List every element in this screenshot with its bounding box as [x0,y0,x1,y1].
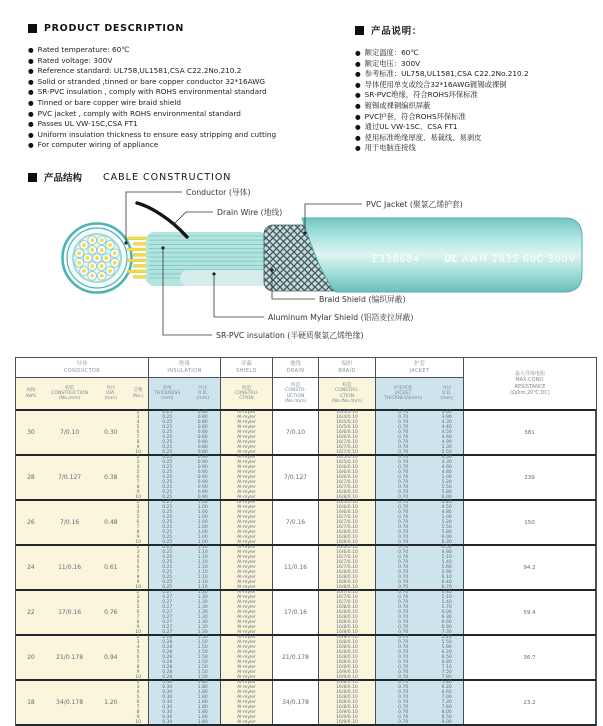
dia-value: 0.61 [104,564,118,571]
drain-value: 34/0.178 [282,699,309,706]
conductor-cell [16,636,149,679]
drain-value: 11/0.16 [283,564,307,571]
cores-stack: 2 3 4 5 6 7 8 9 10 [135,410,141,455]
jacket-cell [376,456,464,499]
bullet-icon: ● [355,101,361,110]
bullet-icon: ● [355,80,361,89]
drain-value: 21/0.178 [282,654,309,661]
jacket-print-text: E338684 [372,254,420,265]
subheader-ins [149,378,221,409]
jacket-thickness-stack: 0.70 0.70 0.70 0.70 0.70 0.70 0.70 0.70 0.70 [398,500,409,545]
construction-value: 7/0.127 [58,474,82,481]
bullet-icon: ● [28,77,34,86]
cable-cross-section [63,224,132,293]
bullet-text: SR-PVC绝缘，符合ROHS环保标准 [364,90,478,100]
product-description-cn-section [355,23,600,154]
bullet-icon: ● [28,46,34,54]
drain-value: 17/0.16 [283,609,307,616]
resistance-cell [464,681,596,724]
insulation-thickness-stack: 0.27 0.27 0.27 0.27 0.27 0.27 0.27 0.27 0.27 [162,590,173,635]
drain-wire-leader-line [175,212,213,223]
jacket-od-stack: 3.60 3.90 4.30 4.40 4.50 4.60 4.90 5.30 5.50 [441,410,452,455]
resistance-cell [464,456,596,499]
insulation-od-stack: 1.10 1.10 1.10 1.10 1.10 1.10 1.10 1.10 1.10 [197,545,208,590]
bullet-text: PVC jacket , comply with ROHS environmental standard [37,108,241,118]
bullet-icon: ● [28,67,34,76]
group-header-cond: 导体 CONDUCTOR [16,358,149,377]
bullet-icon: ● [355,144,361,153]
bullet-item [355,80,600,91]
jacket-cell [376,591,464,634]
spec-row-awg-24 [16,546,596,591]
dia-value: 1.20 [104,699,118,706]
cores-stack: 2 3 4 5 6 7 8 9 10 [135,590,141,635]
bullet-item [355,122,600,133]
spec-row-awg-18 [16,681,596,726]
column-header: 外径 O.D. (mm) [440,385,453,402]
drain-cell [273,501,319,544]
bullet-item [355,59,600,70]
column-header: 构造 CONSTRUCTION (No./mm) [51,385,89,402]
braid-stack: 16/4/0.10 16/4/0.10 16/5/0.10 16/5/0.10 16/6/0.10 16/6/0.10 16/7/0.10 16/7/0.10 16/7/0.10 [336,410,358,455]
construction-title-cn: 产品结构 [44,173,83,184]
bullet-text: 额定温度：60℃ [364,48,419,57]
jacket-cell [376,546,464,589]
awg-value: 24 [27,564,35,571]
sr-pvc-insulation-label: SR-PVC insulation (半硬质聚氯乙烯绝缘) [216,331,364,340]
insulation-thickness-stack: 0.25 0.25 0.25 0.25 0.25 0.25 0.25 0.25 0.25 [162,500,173,545]
resistance-value: 23.2 [523,699,536,706]
braid-shield-label: Braid Shield (编织屏蔽) [319,295,406,304]
product-description-title-text: PRODUCT DESCRIPTION [44,23,185,34]
jacket-od-stack: 4.80 5.10 5.40 5.70 6.00 6.30 6.60 6.90 7.30 [441,590,452,635]
column-header: 规格 AWG [25,388,37,399]
group-header-shield: 屏蔽 SHIELD [221,358,273,377]
awg-value: 18 [27,699,35,706]
bullet-text: 镀锡或裸铜编织屏蔽 [364,100,431,110]
product-description-cn-title-text: 产品说明： [371,26,423,37]
shield-cell [221,501,273,544]
bullet-icon: ● [28,130,34,139]
resistance-cell [464,591,596,634]
construction-value: 21/0.178 [56,654,84,661]
dia-value: 0.48 [104,519,118,526]
bullet-text: SR-PVC insulation , comply with ROHS environmental standard [37,87,267,97]
spec-table [15,357,597,726]
cores-stack: 2 3 4 5 6 7 8 9 10 [135,680,141,725]
braid-stack: 16/8/0.10 16/8/0.10 16/8/0.10 16/8/0.10 16/8/0.10 16/8/0.10 16/9/0.10 16/9/0.10 16/9/0.10 [336,680,358,725]
group-header-braid: 编织 BRAID [319,358,376,377]
jacket-od-stack: 4.50 4.80 5.10 5.40 5.60 5.90 6.10 6.40 6.70 [441,545,452,590]
bullet-item [355,90,600,101]
braid-stack: 16/5/0.10 16/5/0.10 16/6/0.10 16/6/0.10 16/6/0.10 16/7/0.10 16/7/0.10 16/8/0.10 16/8/0.10 [336,455,358,500]
bullet-item [28,98,346,109]
drain-cell [273,591,319,634]
shield-stack: Al-myler Al-myler Al-myler Al-myler Al-myler Al-myler Al-myler Al-myler Al-myler [237,545,256,590]
bullet-icon: ● [355,59,361,68]
shield-stack: Al-myler Al-myler Al-myler Al-myler Al-myler Al-myler Al-myler Al-myler Al-myler [237,680,256,725]
insulation-cell [149,636,221,679]
subheader-jacket [376,378,464,409]
shield-stack: Al-myler Al-myler Al-myler Al-myler Al-myler Al-myler Al-myler Al-myler Al-myler [237,635,256,680]
insulation-od-stack: 1.50 1.50 1.50 1.50 1.50 1.50 1.50 1.50 1.50 [197,635,208,680]
bullet-text: Passes UL VW-1SC,CSA FT1 [37,119,138,129]
construction-value: 11/0.16 [58,564,82,571]
shield-stack: Al-myler Al-myler Al-myler Al-myler Al-myler Al-myler Al-myler Al-myler Al-myler [237,590,256,635]
drain-value: 7/0.10 [285,429,306,436]
resistance-cell [464,636,596,679]
jacket-thickness-stack: 0.70 0.70 0.70 0.70 0.70 0.70 0.70 0.70 0.70 [398,590,409,635]
conductor-cell [16,591,149,634]
drain-wire-leader-dot [172,222,175,225]
construction-title-en: CABLE CONSTRUCTION [103,171,232,183]
bullet-icon: ● [355,112,361,121]
group-header-drain: 地线 DRAIN [273,358,319,377]
jacket-print-text2: AWM 2835 60C 300V [462,254,576,265]
awg-value: 26 [27,519,35,526]
bullet-text: 额定电压：300V [364,58,421,68]
drain-value: 7/0.127 [283,474,307,481]
awg-value: 22 [27,609,35,616]
bullet-icon: ● [28,88,34,97]
column-header: 芯数 (No.) [132,388,144,399]
braid-cell [319,636,376,679]
insulation-cell [149,591,221,634]
group-header-jacket: 护套 JACKET [376,358,464,377]
braid-cell [319,456,376,499]
insulation-od-stack: 0.90 0.90 0.90 0.90 0.90 0.90 0.90 0.90 0.90 [197,455,208,500]
resistance-value: 239 [524,474,535,481]
bullet-text: Rated temperature: 60℃ [37,45,130,54]
bullet-icon: ● [28,56,34,65]
jacket-thickness-stack: 0.70 0.70 0.70 0.70 0.70 0.70 0.70 0.70 0.70 [398,680,409,725]
braid-stack: 16/7/0.10 16/7/0.10 16/7/0.10 16/8/0.10 16/8/0.10 16/8/0.10 16/8/0.10 16/8/0.10 16/8/0.10 [336,590,358,635]
product-description-section [28,23,346,151]
jacket-cell [376,681,464,724]
resistance-value: 59.4 [523,609,536,616]
jacket-od-stack: 5.20 5.50 5.90 6.20 6.50 6.80 7.10 7.50 7.90 [441,635,452,680]
conductor-cell [16,681,149,724]
resistance-value: 36.7 [523,654,536,661]
braid-cell [319,501,376,544]
bullet-icon: ● [28,141,34,150]
bullet-item [28,45,346,56]
bullet-item [28,119,346,130]
shield-stack: Al-myler Al-myler Al-myler Al-myler Al-myler Al-myler Al-myler Al-myler Al-myler [237,455,256,500]
aluminum-mylar-leader-dot [212,272,215,275]
cores-stack: 2 3 4 5 6 7 8 9 10 [135,545,141,590]
drain-cell [273,636,319,679]
bullet-item [355,101,600,112]
bullet-icon: ● [355,70,361,79]
bullet-text: 使用标准绝缘厚度、易裁线、易剥皮 [364,132,482,142]
column-header: 构造 CONSTRU- CTION (No./No./mm) [331,382,363,404]
bullet-icon: ● [28,98,34,107]
bullet-icon: ● [355,49,361,57]
jacket-thickness-stack: 0.70 0.70 0.70 0.70 0.70 0.70 0.70 0.70 0.70 [398,635,409,680]
drain-wire [137,203,187,237]
jacket-cell [376,411,464,454]
subheader-braid [319,378,376,409]
bullet-item [28,87,346,98]
awg-value: 28 [27,474,35,481]
awg-value: 20 [27,654,35,661]
jacket-thickness-stack: 0.70 0.70 0.70 0.70 0.70 0.70 0.70 0.70 0.70 [398,455,409,500]
conductor-cell [16,501,149,544]
braid-shield-leader-dot [270,268,273,271]
drain-cell [273,681,319,724]
insulation-cell [149,411,221,454]
bullet-text: 用于电脑连接线 [364,143,416,153]
subheader-cond [16,378,149,409]
conductor-leader-dot [124,241,127,244]
drain-cell [273,546,319,589]
shield-cell [221,546,273,589]
bullet-item [355,133,600,144]
column-header: 厚度 THICKNESS (mm) [154,385,181,402]
construction-value: 17/0.16 [58,609,82,616]
column-header: 护套厚度 JACKET THICKNESS(mm) [383,385,423,402]
spec-row-awg-30 [16,411,596,456]
resistance-value: 150 [524,519,535,526]
conductor-label: Conductor (导体) [186,188,251,197]
spec-row-awg-26 [16,501,596,546]
insulation-od-stack: 0.80 0.80 0.80 0.80 0.80 0.80 0.80 0.80 0.80 [197,410,208,455]
braid-cell [319,681,376,724]
construction-value: 7/0.16 [60,519,80,526]
braid-stack: 16/6/0.10 16/6/0.10 16/7/0.10 16/7/0.10 16/7/0.10 16/8/0.10 16/8/0.10 16/8/0.10 16/8/0.10 [336,545,358,590]
conductor-cell [16,546,149,589]
jacket-od-stack: 5.80 6.20 6.60 7.00 7.30 7.60 8.00 8.50 9.00 [441,680,452,725]
bullet-text: PVC护套，符合ROHS环保标准 [364,111,466,121]
table-header [16,358,596,411]
cable-construction-diagram [0,182,603,354]
subheader-shield [221,378,273,409]
ul-logo: UL [444,254,458,265]
bullet-text: Uniform insulation thickness to ensure easy stripping and cutting [37,129,277,139]
shield-cell [221,681,273,724]
resistance-cell [464,411,596,454]
dia-value: 0.30 [104,429,118,436]
product-description-cn-title [355,23,600,37]
dia-value: 0.38 [104,474,118,481]
resistance-value: 381 [524,429,535,436]
braid-stack: 16/8/0.10 16/8/0.10 16/8/0.10 16/8/0.10 16/8/0.10 16/8/0.10 16/9/0.10 16/9/0.10 16/9/0.10 [336,635,358,680]
bullet-item [355,48,600,59]
drain-cell [273,456,319,499]
bullet-icon: ● [355,133,361,142]
construction-value: 7/0.10 [60,429,80,436]
insulation-cell [149,456,221,499]
header-resistance: 最大导体电阻 MAX.COND. RESISTANCE (Ω/km,20℃,DC) [464,358,596,409]
braid-cell [319,411,376,454]
braid-stack: 16/5/0.10 16/6/0.10 16/6/0.10 16/7/0.10 16/7/0.10 16/7/0.10 16/8/0.10 16/8/0.10 16/8/0.10 [336,500,358,545]
bullet-item [28,66,346,77]
bullet-text: 参考标准：UL758,UL1581,CSA C22.2No.210.2 [364,69,529,79]
bullet-text: 通过UL VW-1SC、CSA FT1 [364,122,458,132]
jacket-od-stack: 4.20 4.50 4.80 5.00 5.20 5.50 5.80 6.00 6.30 [441,500,452,545]
cable-cutaway [127,203,582,292]
insulation-cell [149,501,221,544]
group-header-ins: 绝缘 INSULATION [149,358,221,377]
sr-pvc-leader-dot [161,246,164,249]
square-bullet-icon [355,26,364,35]
pvc-jacket-label: PVC Jacket (聚氯乙烯护套) [366,200,463,209]
column-header: 构造 CONSTR- UCTION (No./mm) [284,382,307,404]
bullet-icon: ● [355,91,361,100]
bullet-text: Tinned or bare copper wire braid shield [37,97,182,107]
shield-cell [221,411,273,454]
spec-row-awg-28 [16,456,596,501]
cores-stack: 2 3 4 5 6 7 8 9 10 [135,455,141,500]
square-bullet-icon [28,24,37,33]
bullet-icon: ● [28,109,34,118]
cores-stack: 2 3 4 5 6 7 8 9 10 [135,635,141,680]
bullet-text: Reference standard: UL758,UL1581,CSA C22.2No.210.2 [37,66,242,76]
bullet-text: Rated voltage: 300V [37,55,113,65]
braid-cell [319,591,376,634]
jacket-thickness-stack: 0.70 0.70 0.70 0.70 0.70 0.70 0.70 0.70 0.70 [398,545,409,590]
spec-row-awg-22 [16,591,596,636]
bullet-item [355,69,600,80]
bullet-item [28,56,346,67]
square-bullet-icon [28,173,37,182]
insulation-thickness-stack: 0.30 0.30 0.30 0.30 0.30 0.30 0.30 0.30 0.30 [162,680,173,725]
awg-value: 30 [27,429,35,436]
bullet-text: For computer wiring of appliance [37,140,159,150]
drain-wire-label: Drain Wire (地线) [217,208,283,217]
column-header: 构造 CONSTRU- CTION [234,385,259,402]
insulation-thickness-stack: 0.25 0.25 0.25 0.25 0.25 0.25 0.25 0.25 0.25 [162,545,173,590]
bullet-item [28,77,346,88]
drain-cell [273,411,319,454]
product-description-title [28,23,346,34]
insulation-od-stack: 1.80 1.80 1.80 1.80 1.80 1.80 1.80 1.80 1.80 [197,680,208,725]
insulation-cell [149,681,221,724]
shield-cell [221,636,273,679]
shield-stack: Al-myler Al-myler Al-myler Al-myler Al-myler Al-myler Al-myler Al-myler Al-myler [237,410,256,455]
bullet-item [28,130,346,141]
pvc-jacket-leader-dot [303,231,306,234]
conductor-cell [16,456,149,499]
insulation-thickness-stack: 0.28 0.28 0.28 0.28 0.28 0.28 0.28 0.28 0.28 [162,635,173,680]
resistance-value: 94.2 [523,564,536,571]
bullet-item [28,109,346,120]
shield-cell [221,591,273,634]
dia-value: 0.76 [104,609,118,616]
shield-cell [221,456,273,499]
insulation-thickness-stack: 0.25 0.25 0.25 0.25 0.25 0.25 0.25 0.25 0.25 [162,455,173,500]
drain-value: 7/0.16 [285,519,306,526]
product-description-cn-list [355,48,600,154]
aluminum-mylar-shield-label: Aluminum Mylar Shield (铝箔麦拉屏蔽) [268,313,414,322]
bullet-text: 导体使用单支或绞合32*16AWG镀锡或裸铜 [364,79,507,89]
spec-row-awg-20 [16,636,596,681]
bullet-item [355,143,600,154]
bullet-text: Solid or stranded ,tinned or bare copper conductor 32*16AWG [37,76,266,86]
insulation-od-stack: 1.00 1.00 1.00 1.00 1.00 1.00 1.00 1.00 1.00 [197,500,208,545]
jacket-od-stack: 4.00 4.30 4.60 4.80 5.00 5.20 5.50 5.80 6.00 [441,455,452,500]
bullet-item [28,140,346,151]
bullet-icon: ● [28,120,34,129]
resistance-cell [464,546,596,589]
shield-stack: Al-myler Al-myler Al-myler Al-myler Al-myler Al-myler Al-myler Al-myler Al-myler [237,500,256,545]
dia-value: 0.94 [104,654,118,661]
bullet-icon: ● [355,123,361,132]
subheader-drain [273,378,319,409]
mylar-wrap [180,270,272,286]
column-header: 外径 DIA. (mm) [104,385,118,402]
bullet-item [355,112,600,123]
insulation-thickness-stack: 0.25 0.25 0.25 0.25 0.25 0.25 0.25 0.25 0.25 [162,410,173,455]
jacket-cell [376,636,464,679]
insulation-cell [149,546,221,589]
construction-value: 34/0.178 [56,699,84,706]
insulation-od-stack: 1.30 1.30 1.30 1.30 1.30 1.30 1.30 1.30 1.30 [197,590,208,635]
cores-stack: 2 3 4 5 6 7 8 9 10 [135,500,141,545]
product-description-list [28,45,346,151]
column-header: 外径 O.D. (mm) [196,385,210,402]
braid-cell [319,546,376,589]
conductor-cell [16,411,149,454]
resistance-cell [464,501,596,544]
jacket-thickness-stack: 0.70 0.70 0.70 0.70 0.70 0.70 0.70 0.70 0.70 [398,410,409,455]
jacket-cell [376,501,464,544]
